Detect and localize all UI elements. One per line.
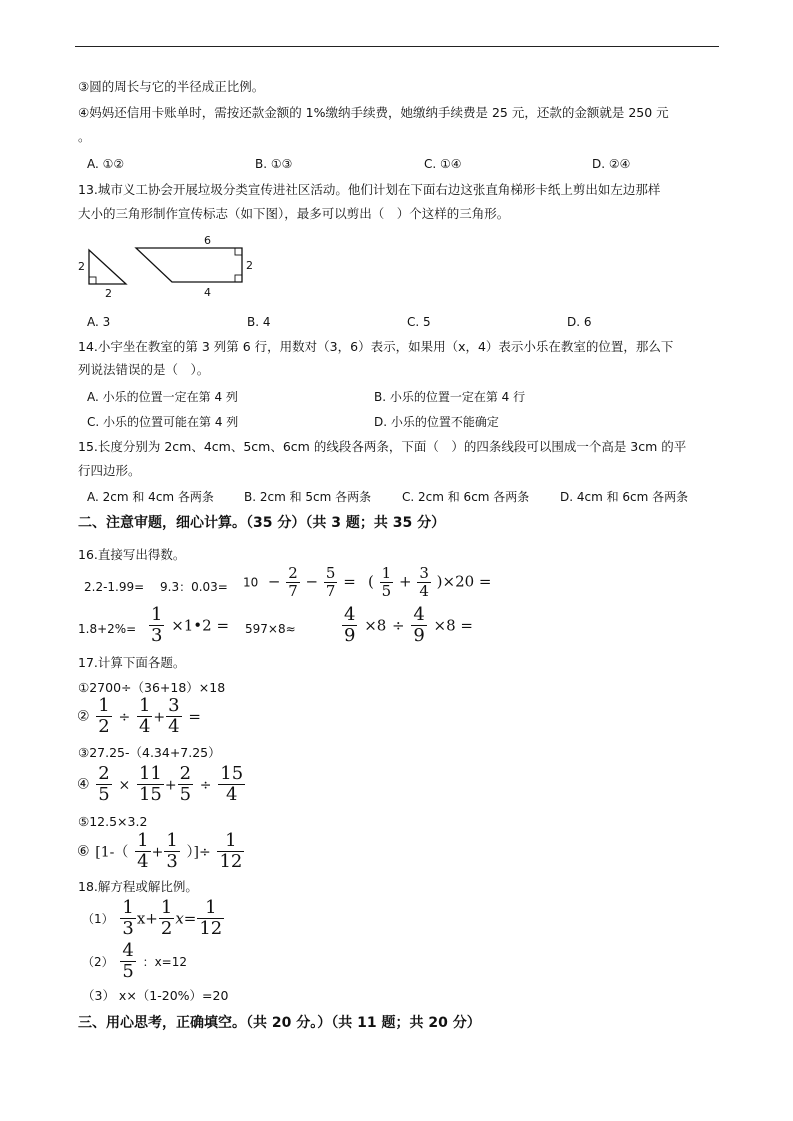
q14-option-c[interactable]: C. 小乐的位置可能在第 4 列 <box>87 415 239 429</box>
q16-expr3: 10 − $\frac{2}{7}$ − $\frac{5}{7}$ = <box>243 564 356 600</box>
triangle-figure <box>78 250 126 300</box>
q12-option-a[interactable]: A. ①② <box>87 157 125 171</box>
q14-line1: 14.小宇坐在教室的第 3 列第 6 行，用数对（3，6）表示，如果用（x，4）表示小乐在教室的位置，那么下 <box>78 339 674 354</box>
q16-title: 16.直接写出得数。 <box>78 547 186 562</box>
trapezoid-top-label: 6 <box>204 234 211 247</box>
q12-option-d[interactable]: D. ②④ <box>592 157 631 171</box>
q18-title: 18.解方程或解比例。 <box>78 879 198 894</box>
q16-expr1: 2.2-1.99= <box>84 580 145 594</box>
q12-option-b[interactable]: B. ①③ <box>255 157 293 171</box>
q18-problem1: （1） $\frac{1}{3}$ x+ $\frac{1}{2}$ x= $\frac{1}{12}$ <box>82 897 223 939</box>
q13-option-a[interactable]: A. 3 <box>87 315 111 329</box>
trapezoid-bottom-label: 4 <box>204 286 211 299</box>
trapezoid-right-label: 2 <box>246 259 253 272</box>
q14-line2: 列说法错误的是（ ）。 <box>78 362 210 377</box>
q14-option-a[interactable]: A. 小乐的位置一定在第 4 列 <box>87 390 238 404</box>
section3-title: 三、用心思考，正确填空。（共 20 分。）（共 11 题；共 20 分） <box>78 1015 481 1031</box>
q17-calc6: ⑥ [1-（ $\frac{1}{4}$ + $\frac{1}{3}$ ）]÷ $\frac{1}{12}$ <box>77 830 243 872</box>
q15-option-a[interactable]: A. 2cm 和 4cm 各两条 <box>87 490 214 504</box>
q12-option-c[interactable]: C. ①④ <box>424 157 462 171</box>
q12-item3: ③圆的周长与它的半径成正比例。 <box>78 79 265 94</box>
q13-line1: 13.城市义工协会开展垃圾分类宣传进社区活动。他们计划在下面右边这张直角梯形卡纸上剪出如左边那样 <box>78 182 661 197</box>
q15-option-d[interactable]: D. 4cm 和 6cm 各两条 <box>560 490 689 504</box>
q17-title: 17.计算下面各题。 <box>78 655 186 670</box>
q13-option-b[interactable]: B. 4 <box>247 315 271 329</box>
q15-option-b[interactable]: B. 2cm 和 5cm 各两条 <box>244 490 372 504</box>
q14-option-d[interactable]: D. 小乐的位置不能确定 <box>374 415 499 429</box>
q16-expr7: 597×8≈ <box>245 622 296 636</box>
q17-calc4: ④ $\frac{2}{5}$ × $\frac{11}{15}$ + $\frac{2}{5}$ ÷ $\frac{15}{4}$ <box>77 763 244 805</box>
q16-expr2: 9.3：0.03= <box>160 580 228 594</box>
q15-line1: 15.长度分别为 2cm、4cm、5cm、6cm 的线段各两条，下面（ ）的四条线段可以围成一个高是 3cm 的平 <box>78 439 687 454</box>
q17-calc1: ①2700÷（36+18）×18 <box>78 680 226 695</box>
q18-problem3: （3） x×（1-20%）=20 <box>82 988 229 1003</box>
q16-expr5: 1.8+2%= <box>78 622 137 636</box>
q13-line2: 大小的三角形制作宣传标志（如下图），最多可以剪出（ ）个这样的三角形。 <box>78 206 510 221</box>
q16-expr4: ( $\frac{1}{5}$ + $\frac{3}{4}$ )×20 = <box>368 564 492 600</box>
q16-expr8: $\frac{4}{9}$ ×8 ÷ $\frac{4}{9}$ ×8 = <box>344 604 474 646</box>
triangle-left-label: 2 <box>78 260 85 273</box>
q14-option-b[interactable]: B. 小乐的位置一定在第 4 行 <box>374 390 526 404</box>
q12-item4-line2: 。 <box>78 129 91 144</box>
q17-calc2: ② $\frac{1}{2}$ ÷ $\frac{1}{4}$ + $\frac{3}{4}$ = <box>77 695 201 737</box>
q17-calc5: ⑤12.5×3.2 <box>78 814 148 829</box>
q13-figure <box>74 232 264 302</box>
header-rule <box>75 46 719 47</box>
q13-option-c[interactable]: C. 5 <box>407 315 431 329</box>
trapezoid-figure <box>136 234 253 299</box>
q15-option-c[interactable]: C. 2cm 和 6cm 各两条 <box>402 490 530 504</box>
q13-option-d[interactable]: D. 6 <box>567 315 592 329</box>
section2-title: 二、注意审题，细心计算。（35 分）（共 3 题；共 35 分） <box>78 515 446 531</box>
q15-line2: 行四边形。 <box>78 463 141 478</box>
q17-calc3: ③27.25-（4.34+7.25） <box>78 745 221 760</box>
q12-item4-line1: ④妈妈还信用卡账单时，需按还款金额的 1%缴纳手续费，她缴纳手续费是 25 元，还款的金额就是 250 元 <box>78 105 669 120</box>
q16-expr6: $\frac{1}{3}$ ×1•2 = <box>151 604 230 646</box>
triangle-bottom-label: 2 <box>105 287 112 300</box>
q18-problem2: （2） $\frac{4}{5}$ ：x=12 <box>82 940 187 982</box>
